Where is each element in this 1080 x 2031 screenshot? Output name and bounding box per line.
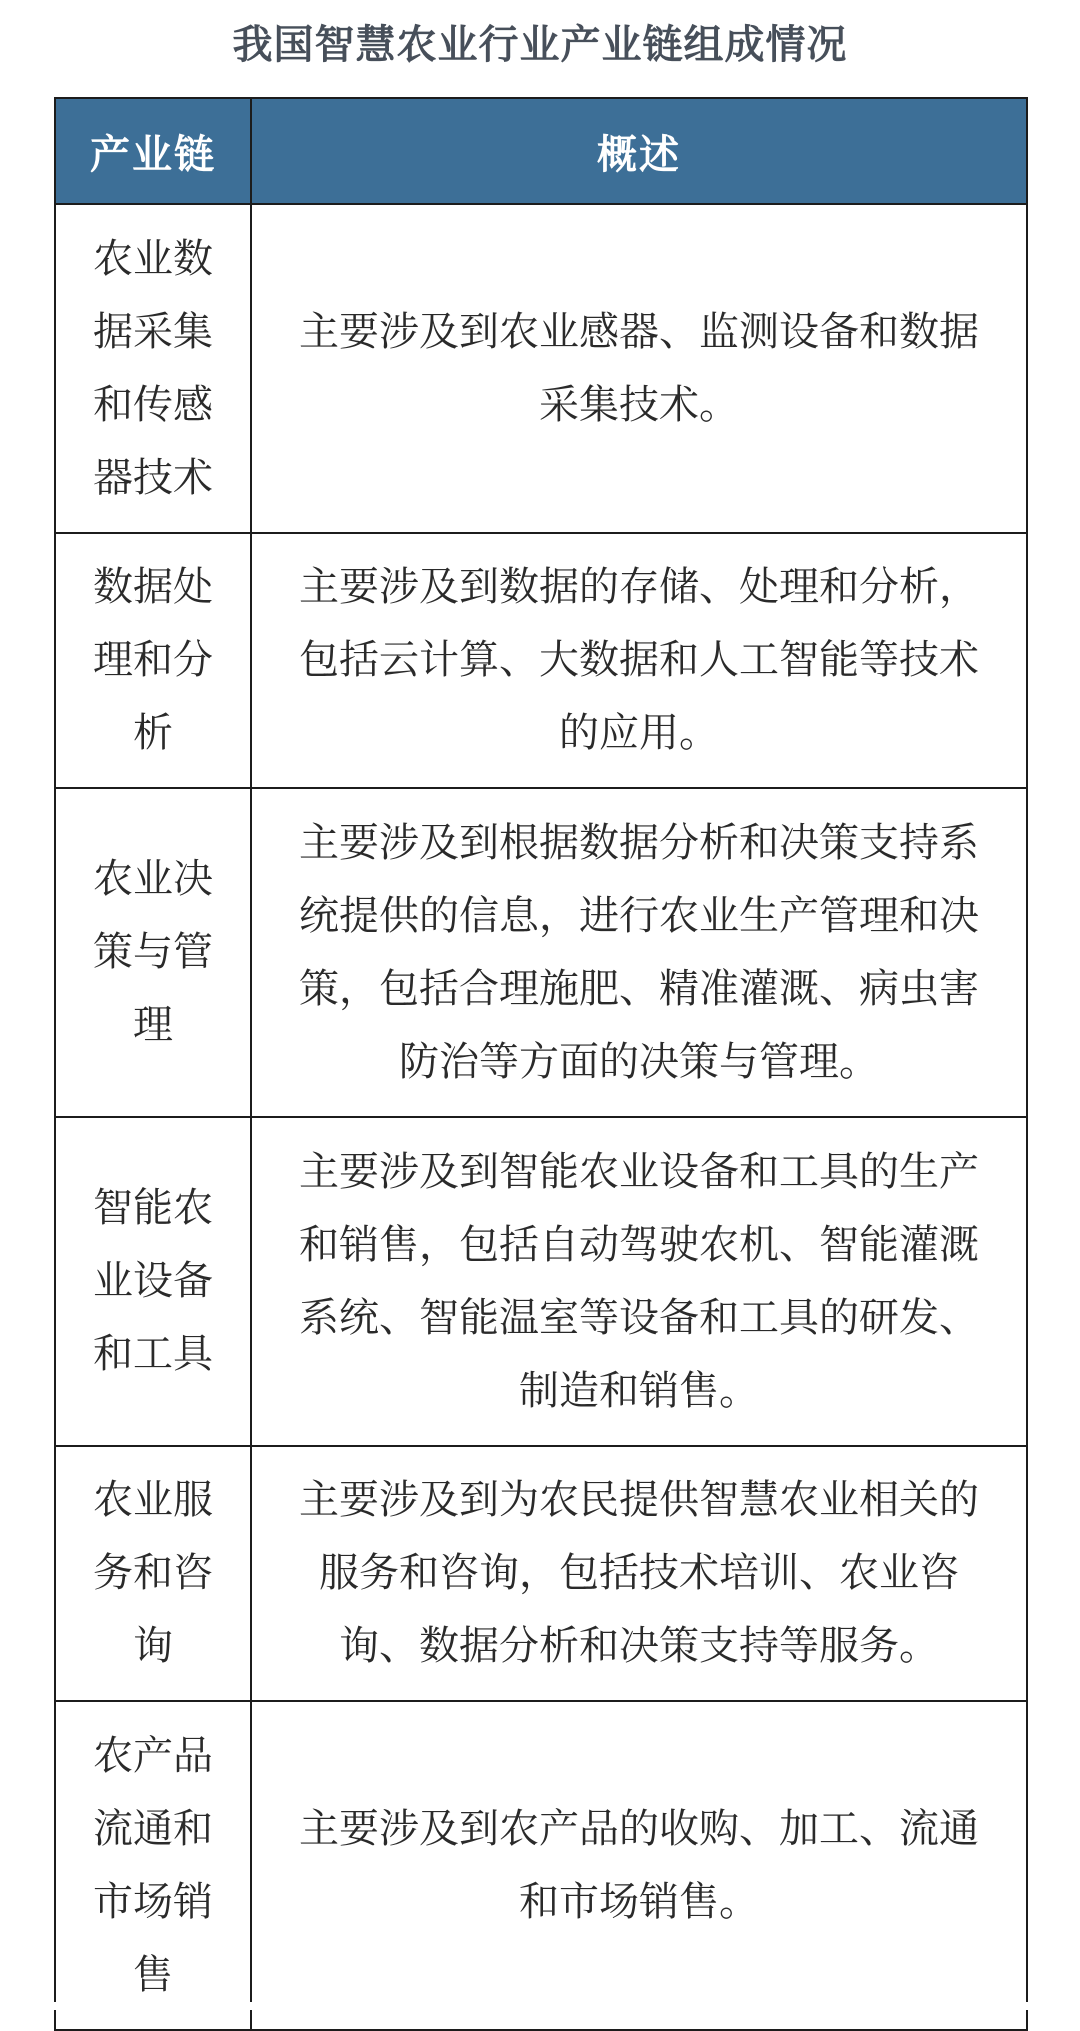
chain-cell	[55, 788, 251, 1117]
table-row	[55, 1117, 1027, 1446]
chain-name: 农业服务和咨询	[93, 1477, 213, 1669]
chain-cell	[55, 1701, 251, 2030]
overview-cell	[251, 1117, 1027, 1446]
overview-cell	[251, 533, 1027, 788]
chain-overview: 主要涉及到农业感器、监测设备和数据采集技术。	[299, 308, 979, 428]
table-row	[55, 1446, 1027, 1701]
page-title: 我国智慧农业行业产业链组成情况	[232, 22, 848, 68]
header-overview: 概述	[251, 98, 1027, 204]
header-row	[55, 98, 1027, 204]
industry-chain-table	[54, 97, 1028, 2031]
chain-name: 农业数据采集和传感器技术	[93, 235, 213, 501]
chain-cell	[55, 1446, 251, 1701]
chain-overview: 主要涉及到根据数据分析和决策支持系统提供的信息，进行农业生产管理和决策，包括合理施肥、精准灌溉、病虫害防治等方面的决策与管理。	[299, 819, 979, 1085]
table-row	[55, 204, 1027, 533]
chain-cell	[55, 533, 251, 788]
header-chain: 产业链	[55, 98, 251, 204]
chain-overview: 主要涉及到农产品的收购、加工、流通和市场销售。	[299, 1805, 979, 1925]
table-header	[55, 98, 1027, 204]
chain-name: 农产品流通和市场销售	[93, 1732, 213, 1998]
chain-name: 数据处理和分析	[93, 564, 213, 756]
chain-name: 智能农业设备和工具	[93, 1185, 213, 1377]
overview-cell	[251, 788, 1027, 1117]
chain-cell	[55, 204, 251, 533]
chain-name: 农业决策与管理	[93, 856, 213, 1048]
table-row	[55, 1701, 1027, 2030]
table-row	[55, 533, 1027, 788]
table-row	[55, 788, 1027, 1117]
chain-cell	[55, 1117, 251, 1446]
chain-overview: 主要涉及到智能农业设备和工具的生产和销售，包括自动驾驶农机、智能灌溉系统、智能温室等设备和工具的研发、制造和销售。	[299, 1148, 979, 1414]
chain-overview: 主要涉及到为农民提供智慧农业相关的服务和咨询，包括技术培训、农业咨询、数据分析和决策支持等服务。	[299, 1477, 979, 1669]
bottom-edge	[0, 2002, 1080, 2010]
chain-overview: 主要涉及到数据的存储、处理和分析，包括云计算、大数据和人工智能等技术的应用。	[299, 564, 979, 756]
table-body	[55, 204, 1027, 2030]
overview-cell	[251, 1701, 1027, 2030]
overview-cell	[251, 204, 1027, 533]
overview-cell	[251, 1446, 1027, 1701]
